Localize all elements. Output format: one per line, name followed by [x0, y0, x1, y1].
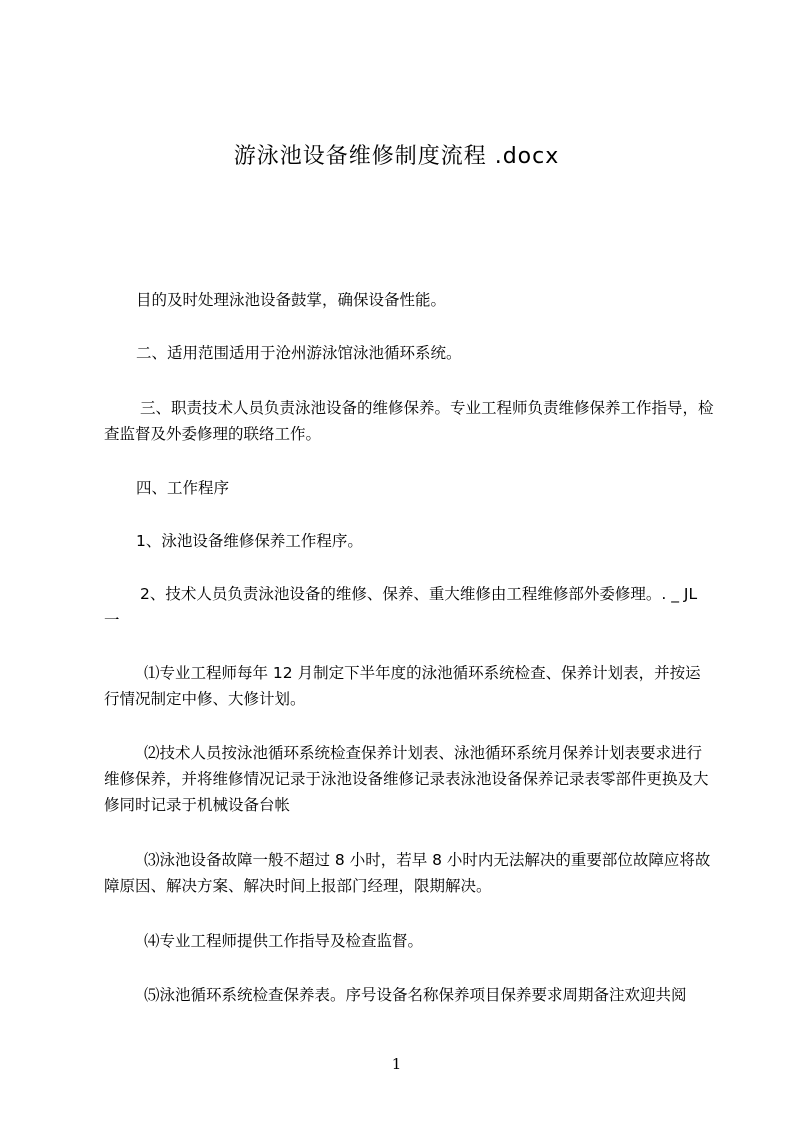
paragraph-item-3: ⑶泳池设备故障一般不超过 8 小时，若早 8 小时内无法解决的重要部位故障应将故障原因、解决方案、解决时间上报部门经理，限期解决。	[104, 851, 711, 895]
paragraph-purpose: 目的及时处理泳池设备鼓掌，确保设备性能。	[136, 291, 447, 309]
paragraph-procedure-2: 2、技术人员负责泳池设备的维修、保养、重大维修由工程维修部外委修理。. _ JL 一	[104, 585, 698, 629]
paragraph-procedure-heading: 四、工作程序	[136, 479, 230, 497]
paragraph-scope: 二、适用范围适用于沧州游泳馆泳池循环系统。	[136, 344, 462, 362]
paragraph-item-1: ⑴专业工程师每年 12 月制定下半年度的泳池循环系统检查、保养计划表，并按运行情况制定中修、大修计划。	[104, 664, 701, 708]
page-number: 1	[391, 1055, 402, 1073]
paragraph-responsibility: 三、职责技术人员负责泳池设备的维修保养。专业工程师负责维修保养工作指导，检查监督及外委修理的联络工作。	[104, 399, 714, 443]
paragraph-item-4: ⑷专业工程师提供工作指导及检查监督。	[144, 932, 424, 950]
paragraph-procedure-1: 1、泳池设备维修保养工作程序。	[136, 532, 363, 550]
document-title: 游泳池设备维修制度流程 .docx	[233, 144, 560, 169]
paragraph-item-2: ⑵技术人员按泳池循环系统检查保养计划表、泳池循环系统月保养计划表要求进行维修保养，并将维修情况记录于泳池设备维修记录表泳池设备保养记录表零部件更换及大修同时记录于机械设备台帐	[104, 744, 709, 814]
paragraph-item-5: ⑸泳池循环系统检查保养表。序号设备名称保养项目保养要求周期备注欢迎共阅	[144, 986, 687, 1004]
